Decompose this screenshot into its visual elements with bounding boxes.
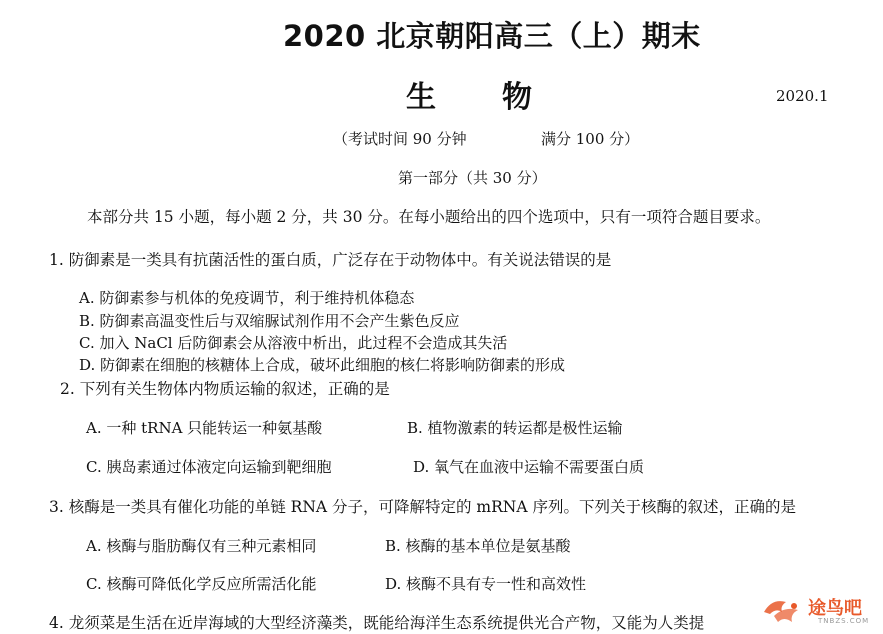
question-4-stem: 4. 龙须菜是生活在近岸海域的大型经济藻类，既能给海洋生态系统提供光合产物，又能为人类提 bbox=[49, 614, 705, 632]
part-heading: 第一部分（共 30 分） bbox=[398, 169, 547, 187]
question-3-option-d: D. 核酶不具有专一性和高效性 bbox=[385, 575, 587, 593]
question-3-option-c: C. 核酶可降低化学反应所需活化能 bbox=[86, 575, 317, 593]
question-3-stem: 3. 核酶是一类具有催化功能的单链 RNA 分子，可降解特定的 mRNA 序列。下列关于核酶的叙述，正确的是 bbox=[49, 498, 796, 516]
question-2-option-d: D. 氧气在血液中运输不需要蛋白质 bbox=[413, 458, 645, 476]
question-3-option-b: B. 核酶的基本单位是氨基酸 bbox=[385, 537, 571, 555]
exam-time-info: （考试时间 90 分钟 bbox=[333, 130, 467, 148]
exam-score-info: 满分 100 分） bbox=[541, 130, 640, 148]
question-3-option-a: A. 核酶与脂肪酶仅有三种元素相同 bbox=[86, 537, 317, 555]
question-2-stem: 2. 下列有关生物体内物质运输的叙述，正确的是 bbox=[60, 380, 390, 398]
question-1-option-b: B. 防御素高温变性后与双缩脲试剂作用不会产生紫色反应 bbox=[79, 312, 460, 330]
exam-date: 2020.1 bbox=[776, 87, 829, 105]
section-intro: 本部分共 15 小题，每小题 2 分，共 30 分。在每小题给出的四个选项中，只有一项符合题目要求。 bbox=[87, 208, 771, 226]
question-1-option-d: D. 防御素在细胞的核糖体上合成，破坏此细胞的核仁将影响防御素的形成 bbox=[79, 356, 566, 374]
question-2-option-a: A. 一种 tRNA 只能转运一种氨基酸 bbox=[86, 419, 323, 437]
question-1-stem: 1. 防御素是一类具有抗菌活性的蛋白质，广泛存在于动物体中。有关说法错误的是 bbox=[49, 251, 612, 269]
watermark bbox=[760, 592, 878, 628]
question-1-option-a: A. 防御素参与机体的免疫调节，利于维持机体稳态 bbox=[79, 289, 415, 307]
subject-title: 生物 bbox=[406, 80, 598, 115]
watermark-text: 途鸟吧 bbox=[808, 598, 862, 619]
page-title: 2020 北京朝阳高三（上）期末 bbox=[283, 19, 701, 53]
watermark-subtext: TNBZS.COM bbox=[818, 617, 870, 625]
question-2-option-c: C. 胰岛素通过体液定向运输到靶细胞 bbox=[86, 458, 332, 476]
question-1-option-c: C. 加入 NaCl 后防御素会从溶液中析出，此过程不会造成其失活 bbox=[79, 334, 508, 352]
tuniao-bird-logo-icon bbox=[760, 592, 804, 628]
question-2-option-b: B. 植物激素的转运都是极性运输 bbox=[407, 419, 623, 437]
